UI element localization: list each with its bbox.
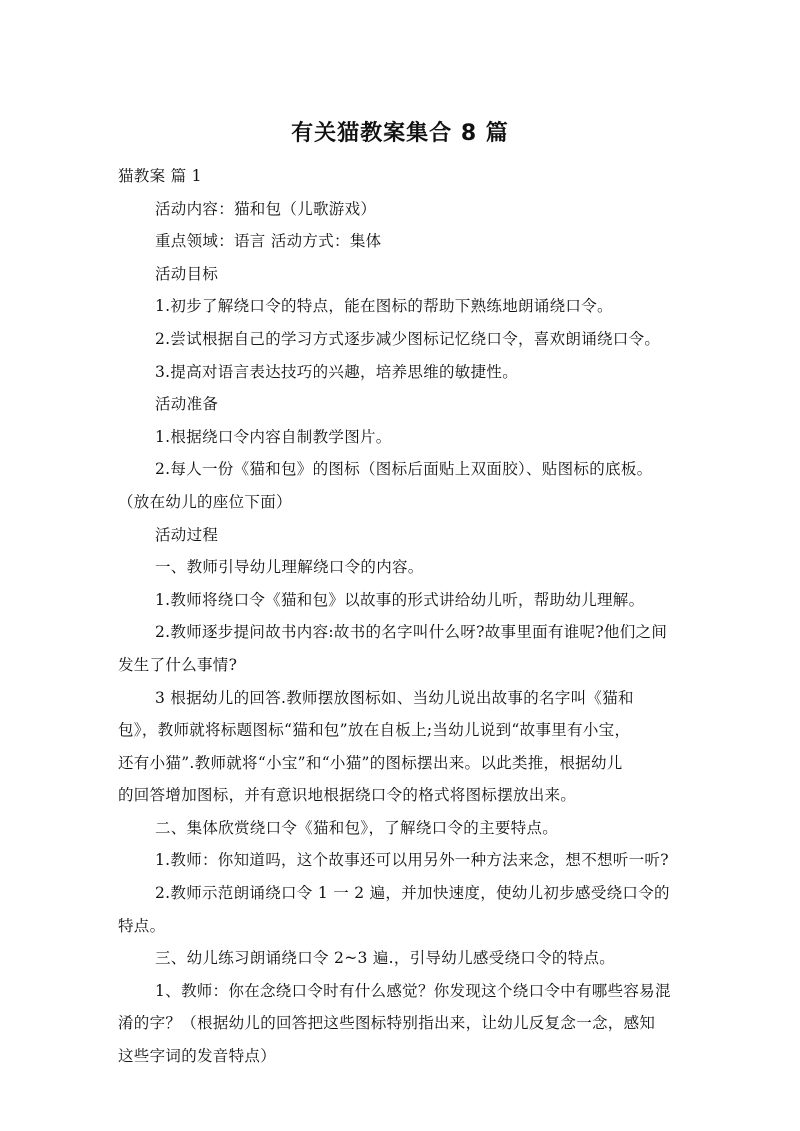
process-step: 二、集体欣赏绕口令《猫和包》，了解绕口令的主要特点。 — [155, 818, 559, 837]
process-item: 2.教师示范朗诵绕口令 1 一 2 遍，并加快速度，使幼儿初步感受绕口令的 — [155, 884, 670, 903]
process-step: 三、幼儿练习朗诵绕口令 2~3 遍.，引导幼儿感受绕口令的特点。 — [155, 949, 616, 968]
process-item-continued: 包》，教师就将标题图标“猫和包”放在自板上;当幼儿说到“故事里有小宝， — [118, 721, 631, 740]
process-item: 3 根据幼儿的回答.教师摆放图标如、当幼儿说出故事的名字叫《猫和 — [155, 688, 634, 707]
goal-item: 2.尝试根据自己的学习方式逐步减少图标记忆绕口令，喜欢朗诵绕口令。 — [155, 329, 661, 348]
document-body — [118, 160, 688, 1073]
preparation-item: 1.根据绕口令内容自制教学图片。 — [155, 427, 392, 446]
subheading-goals: 活动目标 — [155, 264, 219, 283]
process-item-continued: 的回答增加图标，并有意识地根据绕口令的格式将图标摆放出来。 — [118, 786, 577, 805]
process-item-continued: 淆的字？（根据幼儿的回答把这些图标特别指出来，让幼儿反复念一念，感知 — [118, 1014, 656, 1033]
process-item: 1.教师：你知道吗，这个故事还可以用另外一种方法来念，想不想听一听? — [155, 851, 669, 870]
process-item-continued: 还有小猫”.教师就将“小宝”和“小猫”的图标摆出来。以此类推，根据幼儿 — [118, 753, 623, 772]
goal-item: 3.提高对语言表达技巧的兴趣，培养思维的敏捷性。 — [155, 362, 518, 381]
preparation-item-continued: （放在幼儿的座位下面） — [118, 492, 292, 511]
key-domain: 重点领域：语言 活动方式：集体 — [155, 232, 382, 251]
section-heading: 猫教案 篇 1 — [118, 167, 202, 185]
activity-content: 活动内容：猫和包（儿歌游戏） — [155, 199, 377, 218]
process-item-continued: 特点。 — [118, 916, 166, 935]
process-item: 1.教师将绕口令《猫和包》以故事的形式讲给幼儿听，帮助幼儿理解。 — [155, 590, 645, 609]
goal-item: 1.初步了解绕口令的特点，能在图标的帮助下熟练地朗诵绕口令。 — [155, 297, 613, 316]
preparation-item: 2.每人一份《猫和包》的图标（图标后面贴上双面胶）、贴图标的底板。 — [155, 460, 653, 479]
process-item-continued: 这些字词的发音特点） — [118, 1047, 277, 1066]
document-title: 有关猫教案集合 8 篇 — [291, 121, 509, 146]
process-item: 1、教师：你在念绕口令时有什么感觉？你发现这个绕口令中有哪些容易混 — [155, 981, 671, 1000]
subheading-preparation: 活动准备 — [155, 395, 219, 414]
process-item-continued: 发生了什么事情? — [118, 655, 238, 674]
process-item: 2.教师逐步提问故书内容:故书的名字叫什么呀?故事里面有谁呢?他们之间 — [155, 623, 668, 642]
process-step: 一、教师引导幼儿理解绕口令的内容。 — [155, 558, 424, 577]
subheading-process: 活动过程 — [155, 525, 219, 544]
